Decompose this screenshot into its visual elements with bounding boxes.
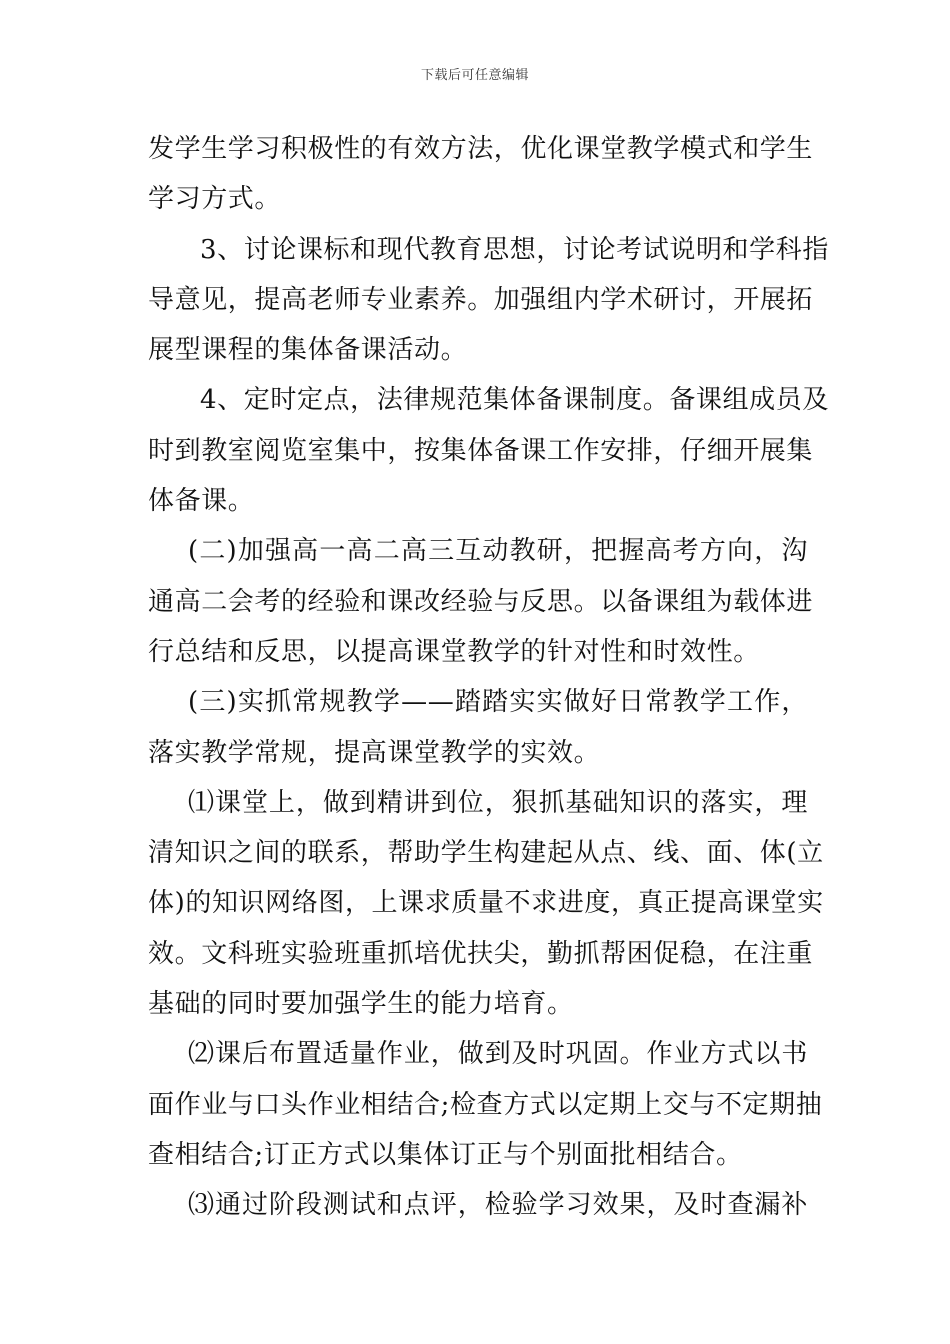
text-line: ⑶通过阶段测试和点评，检验学习效果，及时查漏补 <box>188 1190 808 1221</box>
text-line: 展型课程的集体备课活动。 <box>148 335 468 366</box>
text-line: (二)加强高一高二高三互动教研，把握高考方向，沟 <box>188 536 808 567</box>
text-line: 面作业与口头作业相结合;检查方式以定期上交与不定期抽 <box>148 1089 823 1120</box>
text-line: ⑴课堂上，做到精讲到位，狠抓基础知识的落实，理 <box>188 787 808 818</box>
text-line: 效。文科班实验班重抓培优扶尖，勤抓帮困促稳，在注重 <box>148 938 814 969</box>
text-line: 时到教室阅览室集中，按集体备课工作安排，仔细开展集 <box>148 435 814 466</box>
text-line: 3、讨论课标和现代教育思想，讨论考试说明和学科指 <box>200 234 829 265</box>
text-line: 体备课。 <box>148 486 255 517</box>
text-line: 落实教学常规，提高课堂教学的实效。 <box>148 737 601 768</box>
text-line: 通高二会考的经验和课改经验与反思。以备课组为载体进 <box>148 586 814 617</box>
text-line: (三)实抓常规教学——踏踏实实做好日常教学工作， <box>188 687 808 718</box>
text-line: 发学生学习积极性的有效方法，优化课堂教学模式和学生 <box>148 134 814 164</box>
text-line: 体)的知识网络图，上课求质量不求进度，真正提高课堂实 <box>148 888 824 919</box>
document-body <box>148 124 829 1231</box>
text-line: 学习方式。 <box>148 184 282 215</box>
text-line: ⑵课后布置适量作业，做到及时巩固。作业方式以书 <box>188 1039 808 1070</box>
text-line: 行总结和反思，以提高课堂教学的针对性和时效性。 <box>148 636 760 667</box>
text-line: 导意见，提高老师专业素养。加强组内学术研讨，开展拓 <box>148 284 814 315</box>
text-line: 4、定时定点，法律规范集体备课制度。备课组成员及 <box>200 385 829 416</box>
page-header: 下载后可任意编辑 <box>420 68 529 83</box>
text-line: 查相结合;订正方式以集体订正与个别面批相结合。 <box>148 1139 743 1170</box>
text-line: 基础的同时要加强学生的能力培育。 <box>148 989 574 1020</box>
text-line: 清知识之间的联系，帮助学生构建起从点、线、面、体(立 <box>148 838 824 869</box>
